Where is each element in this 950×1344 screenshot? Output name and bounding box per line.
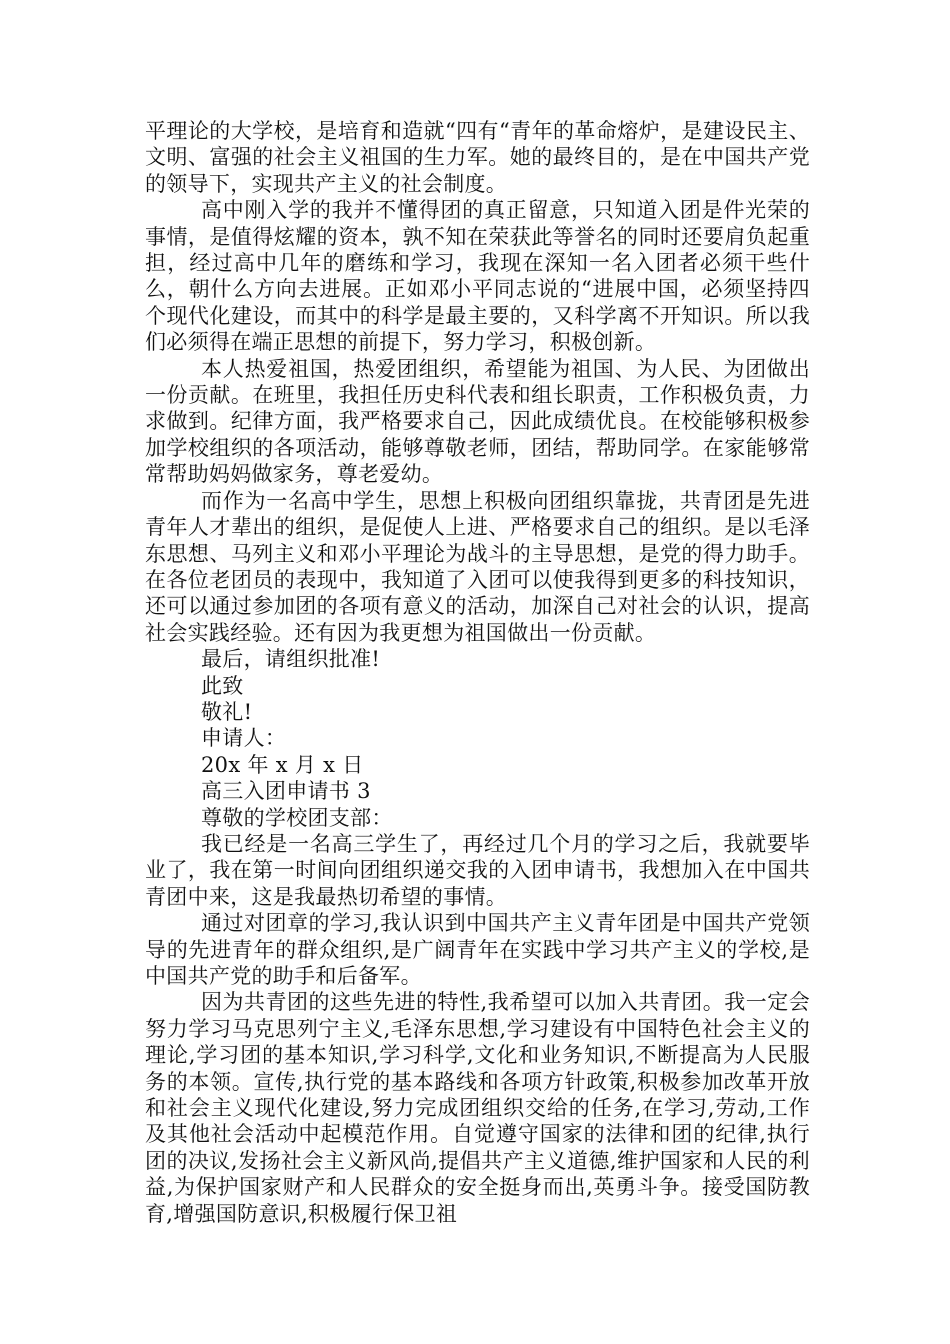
paragraph: 本人热爱祖国，热爱团组织，希望能为祖国、为人民、为团做出一份贡献。在班里，我担任历史科代表和组长职责，工作积极负责，力求做到。纪律方面，我严格要求自己，因此成绩优良。在校能够积极参加学校组织的各项活动，能够尊敬老师，团结，帮助同学。在家能够常常帮助妈妈做家务，尊老爱幼。: [145, 356, 810, 487]
salutation-jingli: 敬礼!: [201, 699, 253, 724]
paragraph-continued: 平理论的大学校，是培育和造就“四有“青年的革命熔炉，是建设民主、文明、富强的社会主义祖国的生力军。她的最终目的，是在中国共产党的领导下，实现共产主义的社会制度。: [145, 119, 810, 196]
document-page: [145, 118, 810, 1227]
applicant-label: 申请人：: [201, 726, 287, 751]
paragraph: 而作为一名高中学生，思想上积极向团组织靠拢，共青团是先进青年人才辈出的组织，是促使人上进、严格要求自己的组织。是以毛泽东思想、马列主义和邓小平理论为战斗的主导思想，是党的得力助手。在各位老团员的表现中，我知道了入团可以使我得到更多的科技知识，还可以通过参加团的各项有意义的活动，加深自己对社会的认识，提高社会实践经验。还有因为我更想为祖国做出一份贡献。: [145, 488, 810, 645]
paragraph: 因为共青团的这些先进的特性,我希望可以加入共青团。我一定会努力学习马克思列宁主义,毛泽东思想,学习建设有中国特色社会主义的理论,学习团的基本知识,学习科学,文化和业务知识,不断提高为人民服务的本领。宣传,执行党的基本路线和各项方针政策,积极参加改革开放和社会主义现代化建设,努力完成团组织交给的任务,在学习,劳动,工作及其他社会活动中起模范作用。自觉遵守国家的法律和团的纪律,执行团的决议,发扬社会主义新风尚,提倡共产主义道德,维护国家和人民的利益,为保护国家财产和人民群众的安全挺身而出,英勇斗争。接受国防教育,增强国防意识,积极履行保卫祖: [145, 990, 810, 1226]
section-title: 高三入团申请书 3: [201, 779, 371, 804]
closing-request: 最后，请组织批准!: [201, 647, 381, 672]
date-line: 20x 年 x 月 x 日: [201, 752, 364, 777]
greeting-line: 尊敬的学校团支部：: [201, 805, 393, 830]
salutation-cizhi: 此致: [201, 673, 244, 698]
paragraph: 高中刚入学的我并不懂得团的真正留意，只知道入团是件光荣的事情，是值得炫耀的资本，孰不知在荣获此等誉名的同时还要肩负起重担，经过高中几年的磨练和学习，我现在深知一名入团者必须干些什么，朝什么方向去进展。正如邓小平同志说的“进展中国，必须坚持四个现代化建设，而其中的科学是最主要的，又科学离不开知识。所以我们必须得在端正思想的前提下，努力学习，积极创新。: [145, 198, 810, 355]
paragraph: 我已经是一名高三学生了，再经过几个月的学习之后，我就要毕业了，我在第一时间向团组织递交我的入团申请书，我想加入在中国共青团中来，这是我最热切希望的事情。: [145, 831, 810, 909]
paragraph: 通过对团章的学习,我认识到中国共产主义青年团是中国共产党领导的先进青年的群众组织,是广阔青年在实践中学习共产主义的学校,是中国共产党的助手和后备军。: [145, 911, 810, 988]
